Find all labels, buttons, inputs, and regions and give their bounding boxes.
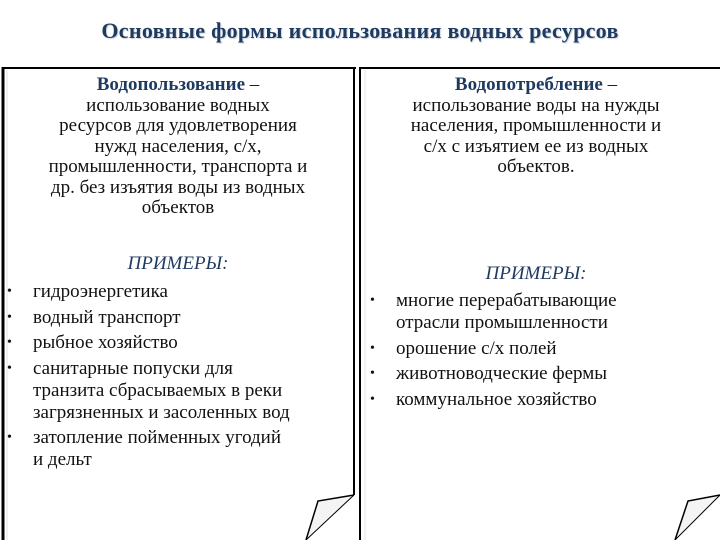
list-item: • рыбное хозяйство: [7, 332, 178, 353]
bullet-icon: •: [370, 366, 375, 381]
examples-heading: ПРИМЕРЫ:: [485, 263, 587, 284]
slide-title: Основные формы использования водных ресурсов: [101, 18, 619, 43]
examples-heading: ПРИМЕРЫ:: [127, 253, 229, 274]
panel-water-consumption: [359, 67, 720, 540]
definition-line: использование воды на нужды: [412, 94, 660, 116]
definition-line: промышленности, транспорта и: [48, 156, 308, 177]
list-item: • водный транспорт: [7, 306, 181, 328]
definition-water-use: [8, 75, 348, 219]
definition-heading: [8, 75, 348, 96]
definition-line: населения, промышленности и: [410, 115, 662, 136]
definition-line: с/х с изъятием ее из водных: [423, 135, 649, 157]
bullet-icon: •: [370, 391, 375, 407]
definition-line: др. без изъятия воды из водных: [50, 176, 306, 198]
definition-line: нужд населения, с/х,: [94, 135, 262, 157]
definition-heading: [365, 75, 707, 96]
list-item: • многие перерабатывающие отрасли промышленности: [370, 290, 617, 333]
definition-line: объектов: [141, 197, 215, 218]
list-item: • гидроэнергетика: [7, 281, 168, 302]
bullet-icon: •: [370, 293, 375, 308]
bullet-icon: •: [370, 340, 375, 356]
examples-list-water-use: [0, 281, 352, 475]
definition-water-consumption: [365, 75, 707, 178]
bullet-icon: •: [7, 430, 12, 445]
bullet-icon: •: [7, 309, 12, 325]
panel-water-use: [0, 67, 356, 540]
bullet-icon: •: [7, 284, 12, 299]
bullet-icon: •: [7, 360, 12, 376]
term-dash: –: [602, 74, 618, 95]
list-item: • затопление пойменных угодий и дельт: [7, 427, 282, 470]
list-item: • животноводческие фермы: [370, 363, 608, 384]
definition-line: объектов.: [497, 156, 575, 177]
list-item: • санитарные попуски для транзита сбрасываемых в реки загрязненных и засоленных вод: [7, 357, 290, 423]
list-item: • коммунальное хозяйство: [370, 388, 597, 410]
term-water-consumption: Водопотребление: [454, 74, 603, 95]
list-item: • орошение с/х полей: [370, 337, 557, 359]
definition-line: ресурсов для удовлетворения: [59, 115, 297, 136]
examples-list-water-consumption: [363, 290, 715, 414]
term-water-use: Водопользование: [96, 74, 246, 95]
definition-line: использование водных: [86, 94, 270, 116]
bullet-icon: •: [7, 335, 12, 350]
term-dash: –: [245, 74, 260, 95]
